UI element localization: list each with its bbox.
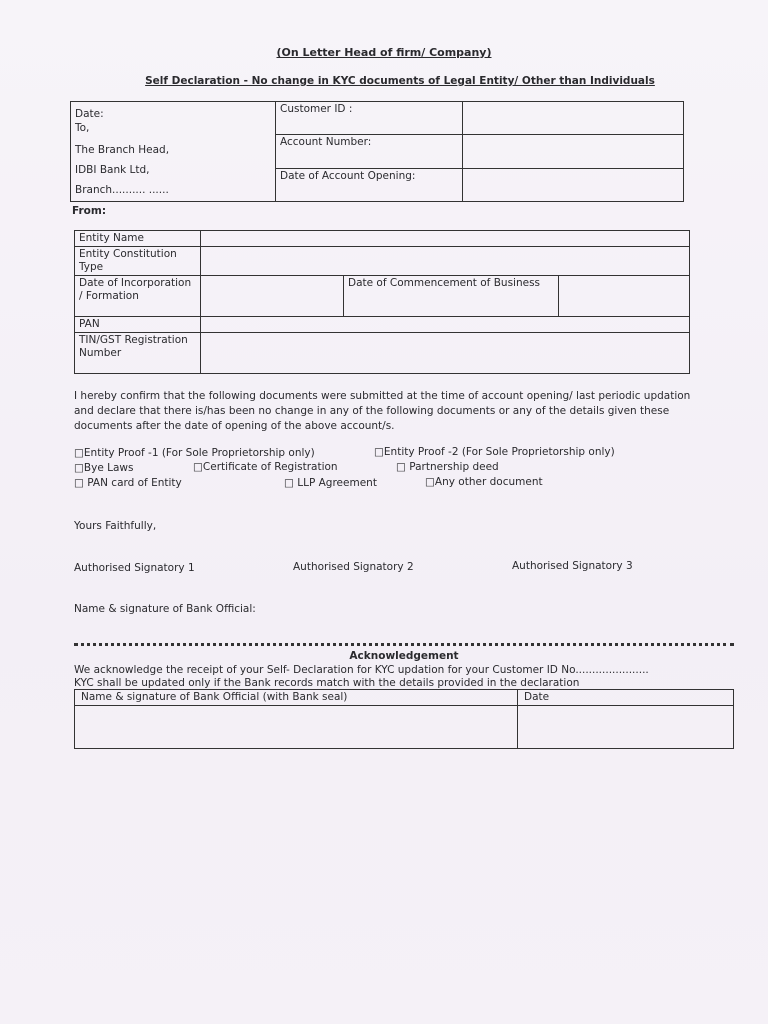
customer-id-label: Customer ID : xyxy=(276,102,463,135)
checkbox-pan-card[interactable]: □ PAN card of Entity xyxy=(74,477,182,489)
to-label: To, xyxy=(75,122,90,134)
branch-head-label: The Branch Head, xyxy=(75,144,170,156)
bank-official-label: Name & signature of Bank Official: xyxy=(74,603,256,615)
incorporation-field[interactable] xyxy=(201,276,344,317)
tin-label: TIN/GST Registration Number xyxy=(75,333,201,374)
tin-field[interactable] xyxy=(201,333,690,374)
account-number-field[interactable] xyxy=(463,135,684,168)
account-number-label: Account Number: xyxy=(276,135,463,168)
ack-date-header: Date xyxy=(518,690,734,706)
form-title: Self Declaration - No change in KYC documents of Legal Entity/ Other than Individuals xyxy=(145,75,655,87)
checkbox-certificate[interactable]: □Certificate of Registration xyxy=(193,461,338,473)
date-label: Date: xyxy=(75,108,104,120)
signatory-1-label: Authorised Signatory 1 xyxy=(74,562,195,574)
entity-name-field[interactable] xyxy=(201,231,690,247)
incorporation-label: Date of Incorporation / Formation xyxy=(75,276,201,317)
checkbox-llp[interactable]: □ LLP Agreement xyxy=(284,477,377,489)
ack-official-field[interactable] xyxy=(75,706,518,749)
bank-name-label: IDBI Bank Ltd, xyxy=(75,164,150,176)
declaration-text: I hereby confirm that the following documents were submitted at the time of account opening/ last periodic updation and declare that there is/has been no change in any of the following documents or any of the details given these documents after the date of opening of the above account/s. xyxy=(74,390,691,432)
constitution-field[interactable] xyxy=(201,247,690,276)
from-label: From: xyxy=(72,205,107,217)
commencement-field[interactable] xyxy=(559,276,690,317)
acknowledgement-table xyxy=(74,689,734,749)
checkbox-entity-proof-2[interactable]: □Entity Proof -2 (For Sole Proprietorship only) xyxy=(374,446,615,458)
acknowledgement-line-2: KYC shall be updated only if the Bank records match with the details provided in the declaration xyxy=(74,677,580,689)
acknowledgement-line-1: We acknowledge the receipt of your Self- Declaration for KYC updation for your Customer ID No...................... xyxy=(74,664,649,676)
checkbox-other-document[interactable]: □Any other document xyxy=(425,476,543,488)
customer-id-field[interactable] xyxy=(463,102,684,135)
signatory-2-label: Authorised Signatory 2 xyxy=(293,561,414,573)
signatory-3-label: Authorised Signatory 3 xyxy=(512,560,633,572)
letterhead-note: (On Letter Head of firm/ Company) xyxy=(276,46,492,59)
checkbox-entity-proof-1[interactable]: □Entity Proof -1 (For Sole Proprietorship only) xyxy=(74,447,315,459)
ack-date-field[interactable] xyxy=(518,706,734,749)
ack-official-header: Name & signature of Bank Official (with Bank seal) xyxy=(75,690,518,706)
date-of-opening-field[interactable] xyxy=(463,168,684,201)
entity-details-table xyxy=(74,230,690,374)
pan-label: PAN xyxy=(75,317,201,333)
checkbox-bye-laws[interactable]: □Bye Laws xyxy=(74,462,134,474)
commencement-label: Date of Commencement of Business xyxy=(344,276,559,317)
address-cell xyxy=(71,102,276,202)
checkbox-partnership[interactable]: □ Partnership deed xyxy=(396,461,499,473)
acknowledgement-title: Acknowledgement xyxy=(349,650,459,662)
date-of-opening-label: Date of Account Opening: xyxy=(276,168,463,201)
closing-text: Yours Faithfully, xyxy=(74,520,157,532)
cut-line-divider xyxy=(74,643,734,646)
pan-field[interactable] xyxy=(201,317,690,333)
constitution-label: Entity Constitution Type xyxy=(75,247,201,276)
address-account-table xyxy=(70,101,684,202)
entity-name-label: Entity Name xyxy=(75,231,201,247)
branch-label: Branch.......... ...... xyxy=(75,184,169,196)
